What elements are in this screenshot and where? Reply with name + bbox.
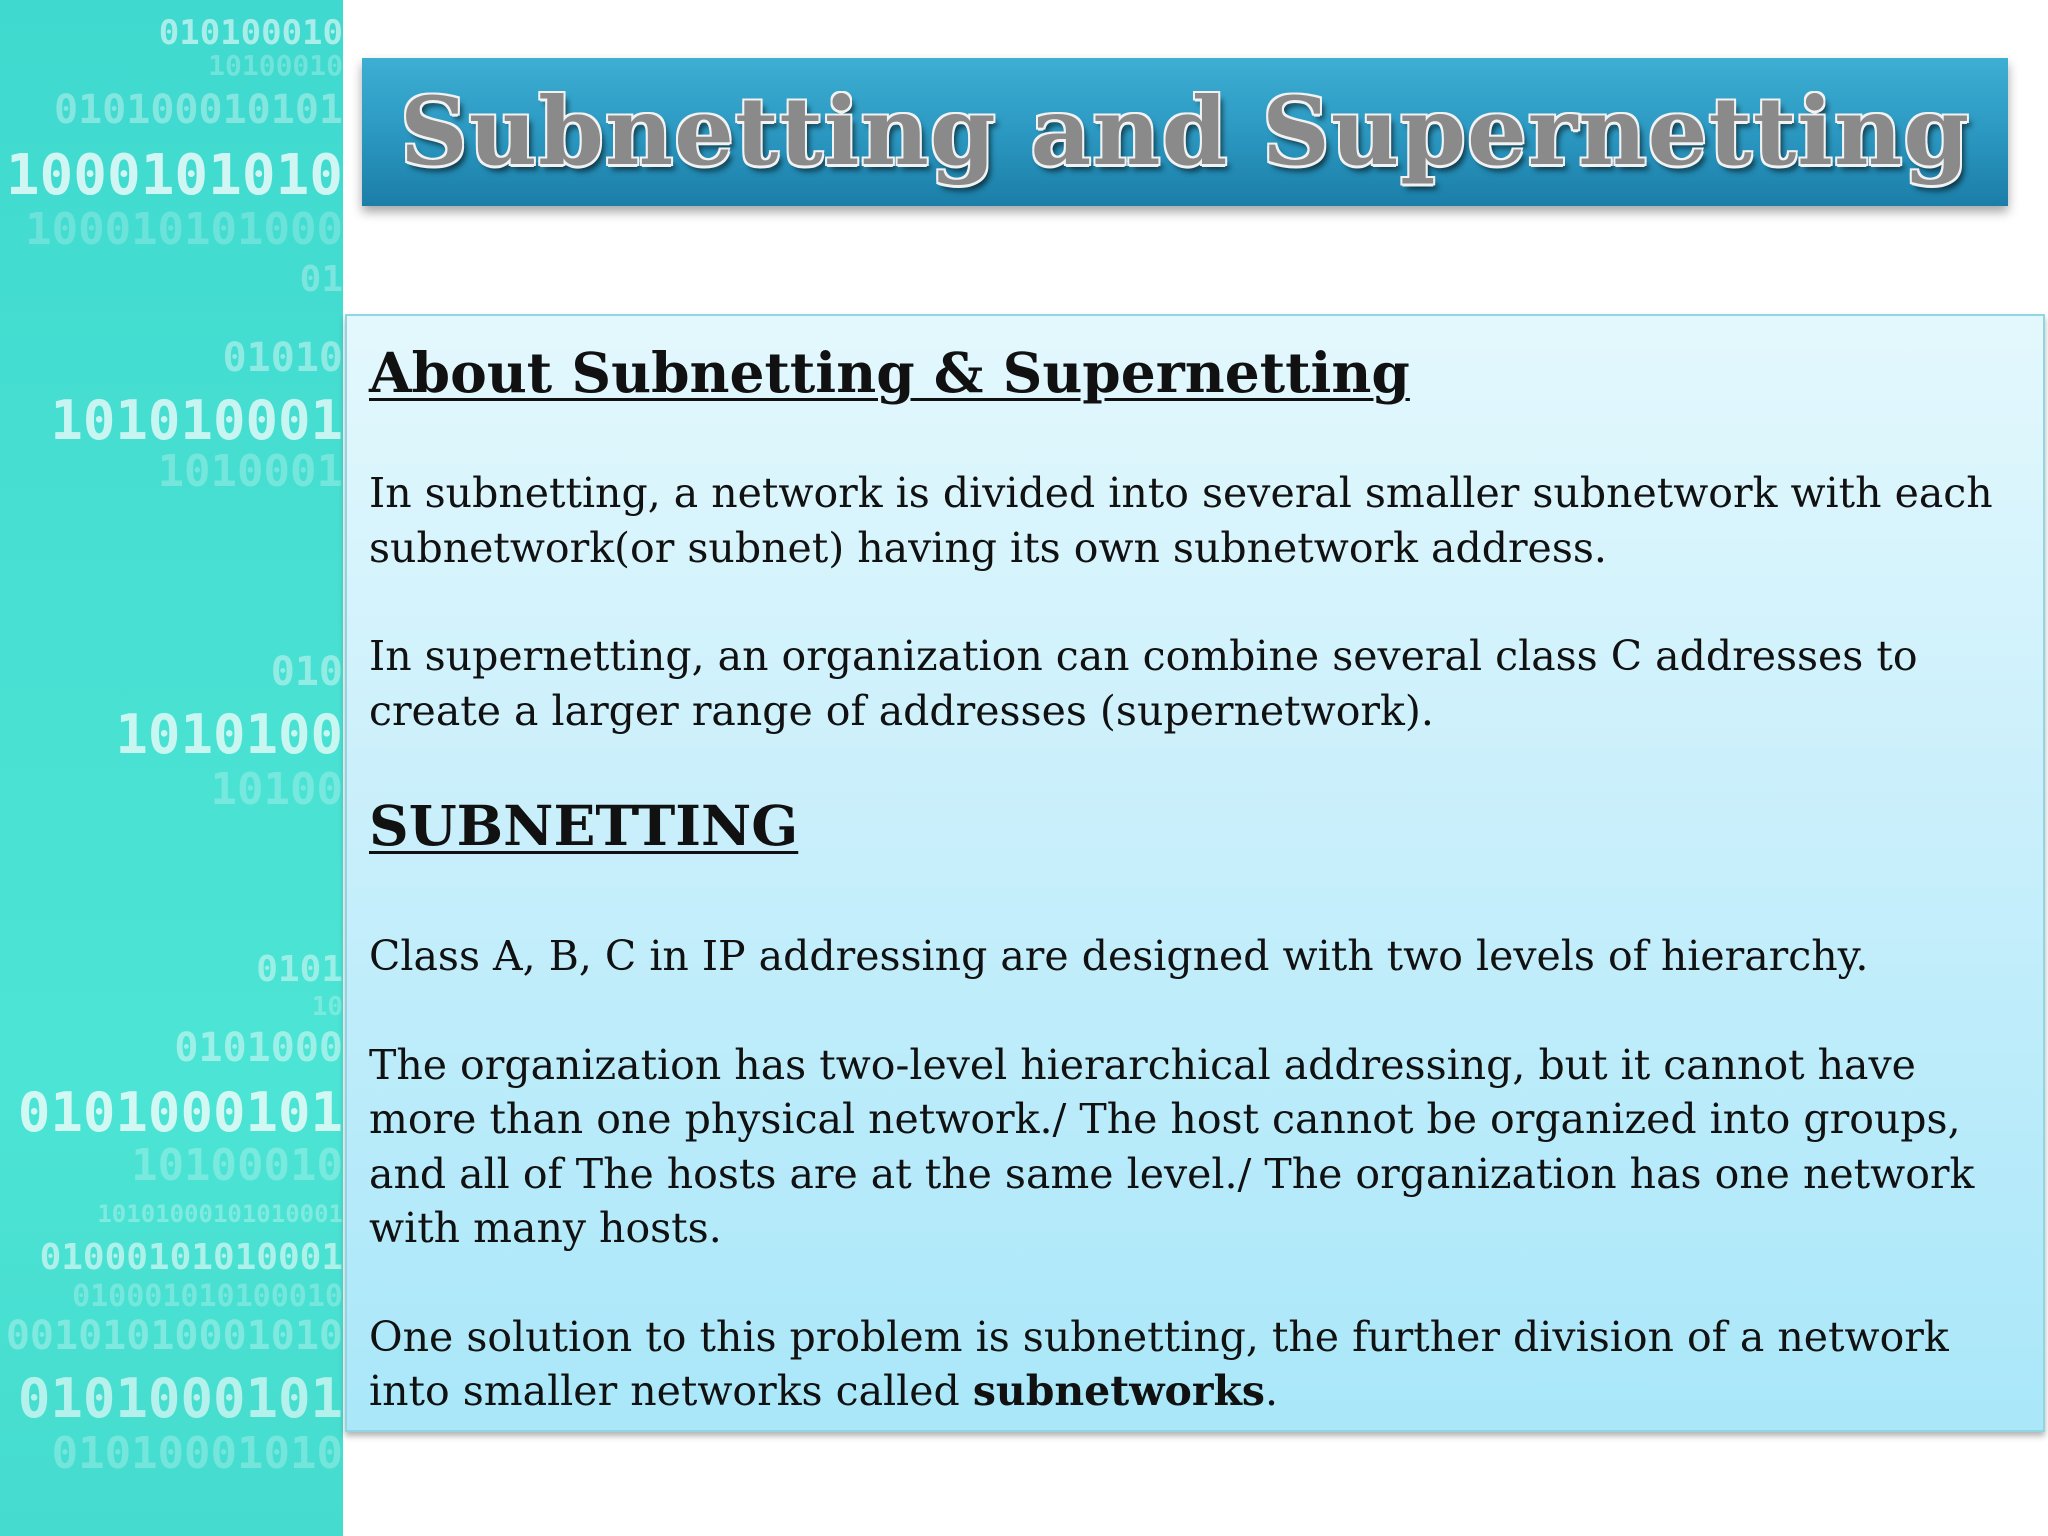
binary-text: 01000101010001 [39,1237,343,1278]
binary-text: 10 [311,992,343,1022]
binary-text: 010 [270,649,343,695]
binary-text: 010100010 [158,13,343,53]
solution-period: . [1264,1367,1278,1416]
binary-text: 0101000101 [17,1081,343,1144]
title-banner [362,58,2008,206]
section-heading-about: About Subnetting & Supernetting [369,340,1410,405]
binary-text: 01010001010 [51,1428,343,1479]
binary-text: 01 [299,259,343,300]
solution-text: One solution to this problem is subnetting, the further division of a network into smaller networks called [369,1312,1949,1416]
binary-text: 10100010 [208,49,343,82]
paragraph-subnetting-definition: In subnetting, a network is divided into several smaller subnetwork with each subnetwork(or subnet) having its own subnetwork address. [369,469,1993,572]
binary-text: 01010 [222,335,343,381]
paragraph-supernetting-definition: In supernetting, an organization can combine several class C addresses to create a larger range of addresses (supernetwork). [369,632,1918,735]
binary-text: 101010001 [50,389,343,452]
binary-text: 0101 [256,949,343,990]
paragraph-class-hierarchy: Class A, B, C in IP addressing are designed with two levels of hierarchy. [369,932,1869,981]
paragraph-organization-addressing: The organization has two-level hierarchical addressing, but it cannot have more than one physical network./ The host cannot be organized into groups, and all of The hosts are at the same level./ The organization has one network with many hosts. [369,1040,1975,1253]
binary-text: 10101000101010001 [97,1200,343,1228]
binary-text: 010001010100010 [72,1279,343,1314]
binary-text: 10100010 [131,1140,343,1191]
binary-text: 010100010101 [54,87,343,133]
binary-text: 10100 [210,764,343,815]
binary-text: 1000101010 [5,143,343,208]
binary-text: 0101000 [174,1025,343,1071]
binary-text: 00101010001010 [5,1313,343,1359]
slide-title: Subnetting and Supernetting [399,77,1971,187]
binary-text: 0101000101 [17,1367,343,1430]
content-box [345,314,2045,1432]
binary-decoration-strip [0,0,343,1536]
binary-text: 1010001 [157,446,343,497]
paragraph-subnetting-solution [369,1310,2029,1419]
subnetworks-term: subnetworks [972,1367,1265,1416]
binary-text: 100010101000 [25,204,343,255]
binary-text: 1010100 [115,703,343,766]
section-heading-subnetting: SUBNETTING [369,793,799,859]
